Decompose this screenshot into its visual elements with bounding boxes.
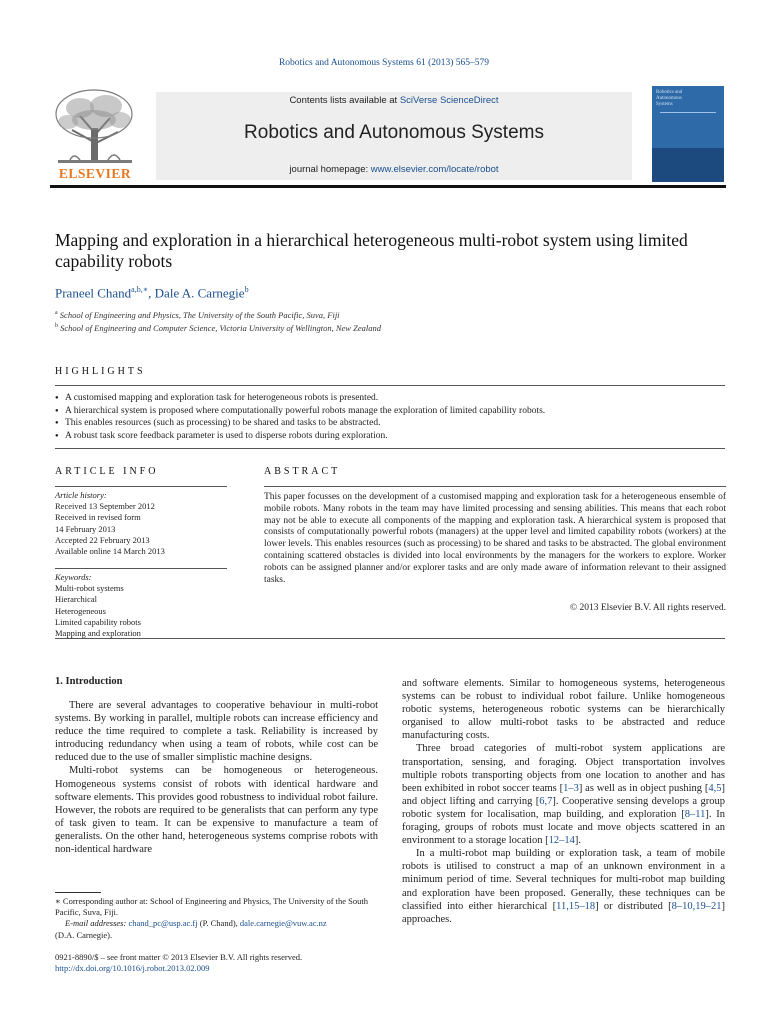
author-chand[interactable]: Praneel Chand <box>55 285 132 301</box>
author2-affil-mark[interactable]: b <box>244 285 249 294</box>
abstract-rule <box>264 486 726 487</box>
doi-link[interactable]: http://dx.doi.org/10.1016/j.robot.2013.02.009 <box>55 963 210 974</box>
affiliation-a <box>55 310 340 320</box>
journal-reference[interactable]: Robotics and Autonomous Systems 61 (2013) 565–579 <box>278 58 490 68</box>
corresponding-author-note <box>55 896 378 918</box>
history-label: Article history: <box>55 490 107 500</box>
article-info-heading: ARTICLE INFO <box>55 466 159 477</box>
paragraph-text: ]. <box>574 835 582 847</box>
article-history <box>55 490 227 557</box>
intro-paragraph <box>402 847 725 926</box>
history-revised-date: 14 February 2013 <box>55 523 116 534</box>
paragraph-text: ]. Cooperative sensing develops a group robotic system for localisation, map building, and exploration [ <box>402 795 726 820</box>
citation-link[interactable]: 4,5 <box>708 782 722 794</box>
introduction-heading: 1. Introduction <box>55 676 123 687</box>
footnote <box>55 896 378 941</box>
article-title: Mapping and exploration in a hierarchical heterogeneous multi-robot system using limited capability robots <box>55 230 688 271</box>
history-received: Received 13 September 2012 <box>55 501 155 512</box>
keyword: Heterogeneous <box>55 605 106 616</box>
keyword: Limited capability robots <box>55 616 141 627</box>
cover-line <box>660 112 716 113</box>
paragraph-text: ]. In foraging, groups of robots must locate and move objects scattered in an environment to a storage location [ <box>402 808 725 847</box>
keywords-label: Keywords: <box>55 572 92 582</box>
citation-link[interactable]: 6,7 <box>539 795 553 807</box>
corresponding-mark[interactable]: ∗ <box>142 285 149 294</box>
paragraph-text: ] and object lifting and carrying [ <box>402 782 726 807</box>
abstract-heading: ABSTRACT <box>264 466 341 477</box>
authors-line <box>55 285 249 301</box>
intro-right-column <box>402 677 725 926</box>
author-carnegie[interactable]: Dale A. Carnegie <box>154 285 245 301</box>
citation-link[interactable]: 12–14 <box>548 835 575 847</box>
paragraph-text: Three broad categories of multi-robot system applications are transportation, sensing, and foraging. Object transportation involves multiple robots transporting objects from one location to another and has been exhibited in robot soccer teams [ <box>402 743 725 794</box>
history-accepted: Accepted 22 February 2013 <box>55 534 150 545</box>
abstract-text: This paper focusses on the development of a customised mapping and exploration task for a heterogeneous ensemble of mobile robots. Many robots in the team may have limited processing and sensing abilities. This means that each robot may not be able to execute all components of the mapping and exploration task. A hierarchical system is proposed that consists of computationally powerful robots (managers) at the upper level and limited capability robots (workers) at the lower levels. This enables resources (such as processing) to be shared and tasks to be abstracted. The global environment containing scattered obstacles is divided into local environments by the managers for the workers to explore. Worker robots can be assigned planner and/or explorer tasks and are only made aware of information relevant to their assigned tasks. <box>264 492 726 585</box>
author-separator: , <box>148 285 155 301</box>
journal-cover-image <box>652 86 724 182</box>
citation-link[interactable]: 8–11 <box>684 808 706 820</box>
highlight-item: ● A robust task score feedback parameter is used to disperse robots during exploration. <box>55 430 725 443</box>
citation-link[interactable]: 8–10,19–21 <box>671 900 722 912</box>
front-matter-rule <box>55 638 725 639</box>
abstract-copyright: © 2013 Elsevier B.V. All rights reserved. <box>569 603 726 613</box>
homepage-prefix: journal homepage: <box>289 164 371 175</box>
highlight-item: ● This enables resources (such as processing) to be shared and tasks to be abstracted. <box>55 417 725 430</box>
author1-affil-marks[interactable]: a,b, <box>131 285 143 294</box>
front-matter-info <box>55 952 378 974</box>
paragraph-text: ] approaches. <box>402 900 725 925</box>
highlights-list <box>55 392 725 442</box>
footnote-rule <box>55 892 101 893</box>
affiliation-b <box>55 323 381 333</box>
header-rule <box>50 185 726 188</box>
affil-text: School of Engineering and Physics, The University of the South Pacific, Suva, Fiji <box>59 310 340 320</box>
affil-mark: a <box>55 310 58 317</box>
footnote-star: ∗ <box>55 896 61 906</box>
affil-mark: b <box>55 323 58 330</box>
history-online: Available online 14 March 2013 <box>55 546 165 557</box>
email-chand-link[interactable]: chand_pc@usp.ac.fj <box>128 918 198 929</box>
citation-link[interactable]: 11,15–18 <box>556 900 596 912</box>
highlight-item: ● A customised mapping and exploration task for heterogeneous robots is presented. <box>55 392 725 405</box>
highlights-heading: HIGHLIGHTS <box>55 366 146 377</box>
cover-band <box>652 148 724 182</box>
sciencedirect-link[interactable]: SciVerse ScienceDirect <box>399 95 499 106</box>
footnote-text: Corresponding author at: School of Engineering and Physics, The University of the South Pacific, Suva, Fiji. <box>55 896 368 918</box>
paragraph-text: ] or distributed [ <box>595 900 672 912</box>
contents-line <box>156 95 632 106</box>
keyword: Hierarchical <box>55 594 97 605</box>
intro-left-column <box>55 699 378 856</box>
intro-paragraph <box>402 742 725 847</box>
affil-text: School of Engineering and Computer Science, Victoria University of Wellington, New Zealand <box>60 323 381 333</box>
paragraph-text: ] as well as in object pushing [ <box>578 782 709 794</box>
intro-paragraph: and software elements. Similar to homogeneous systems, heterogeneous systems can be robust to individual robot failure. Unlike homogeneous robotic systems, heterogeneous robotic systems can be hierarchically organised to allow multi-robot tasks to be abstracted and reduce manufacturing costs. <box>402 678 725 742</box>
email-note <box>55 918 378 929</box>
highlights-bottom-rule <box>55 448 725 449</box>
intro-paragraph: There are several advantages to cooperative behaviour in multi-robot systems. By working in parallel, multiple robots can increase efficiency and reduce the time required to complete a task. Reliability is increased by introducing redundancy when using a team of robots, while cost can be reduced due to the use of smaller simplistic machine designs. <box>55 700 378 764</box>
homepage-link[interactable]: www.elsevier.com/locate/robot <box>370 164 499 175</box>
contents-prefix: Contents lists available at <box>289 95 400 106</box>
history-revised: Received in revised form <box>55 512 141 523</box>
paragraph-text: In a multi-robot map building or exploration task, a team of mobile robots is utilised to construct a map of an unknown environment in a minimum period of time. Several techniques for multi-robot map building and exploration have been proposed. Generally, these techniques can be classified into either hierarchical [ <box>402 848 725 912</box>
journal-homepage-line <box>156 164 632 175</box>
email-owner-2: (D.A. Carnegie). <box>55 929 113 940</box>
elsevier-logo <box>50 86 140 182</box>
elsevier-wordmark: ELSEVIER <box>58 166 132 181</box>
citation-link[interactable]: 1–3 <box>563 782 579 794</box>
keyword: Multi-robot systems <box>55 583 124 594</box>
keywords-block <box>55 572 227 639</box>
email-label: E-mail addresses: <box>65 918 129 929</box>
issn-line: 0921-8890/$ – see front matter © 2013 Elsevier B.V. All rights reserved. <box>55 952 303 962</box>
keywords-rule <box>55 568 227 569</box>
keyword: Mapping and exploration <box>55 628 141 639</box>
cover-title: Robotics and Autonomous Systems <box>656 90 683 107</box>
email-owner: (P. Chand), <box>197 918 240 929</box>
intro-paragraph: Multi-robot systems can be homogeneous or heterogeneous. Homogeneous systems consist of robots with identical hardware and software elements. This provides good robustness to individual robot failure. However, the robots are required to be generalists that can perform any type of task given to team. It can be expensive to manufacture a team of generalists. On the other hand, heterogeneous systems comprise robots with non-identical hardware <box>55 765 378 856</box>
email-carnegie-link[interactable]: dale.carnegie@vuw.ac.nz <box>239 918 327 929</box>
highlight-item: ● A hierarchical system is proposed where computationally powerful robots manage the exploration of limited capability robots. <box>55 405 725 418</box>
highlights-rule <box>55 385 725 386</box>
article-info-rule <box>55 486 227 487</box>
journal-title: Robotics and Autonomous Systems <box>244 122 544 143</box>
